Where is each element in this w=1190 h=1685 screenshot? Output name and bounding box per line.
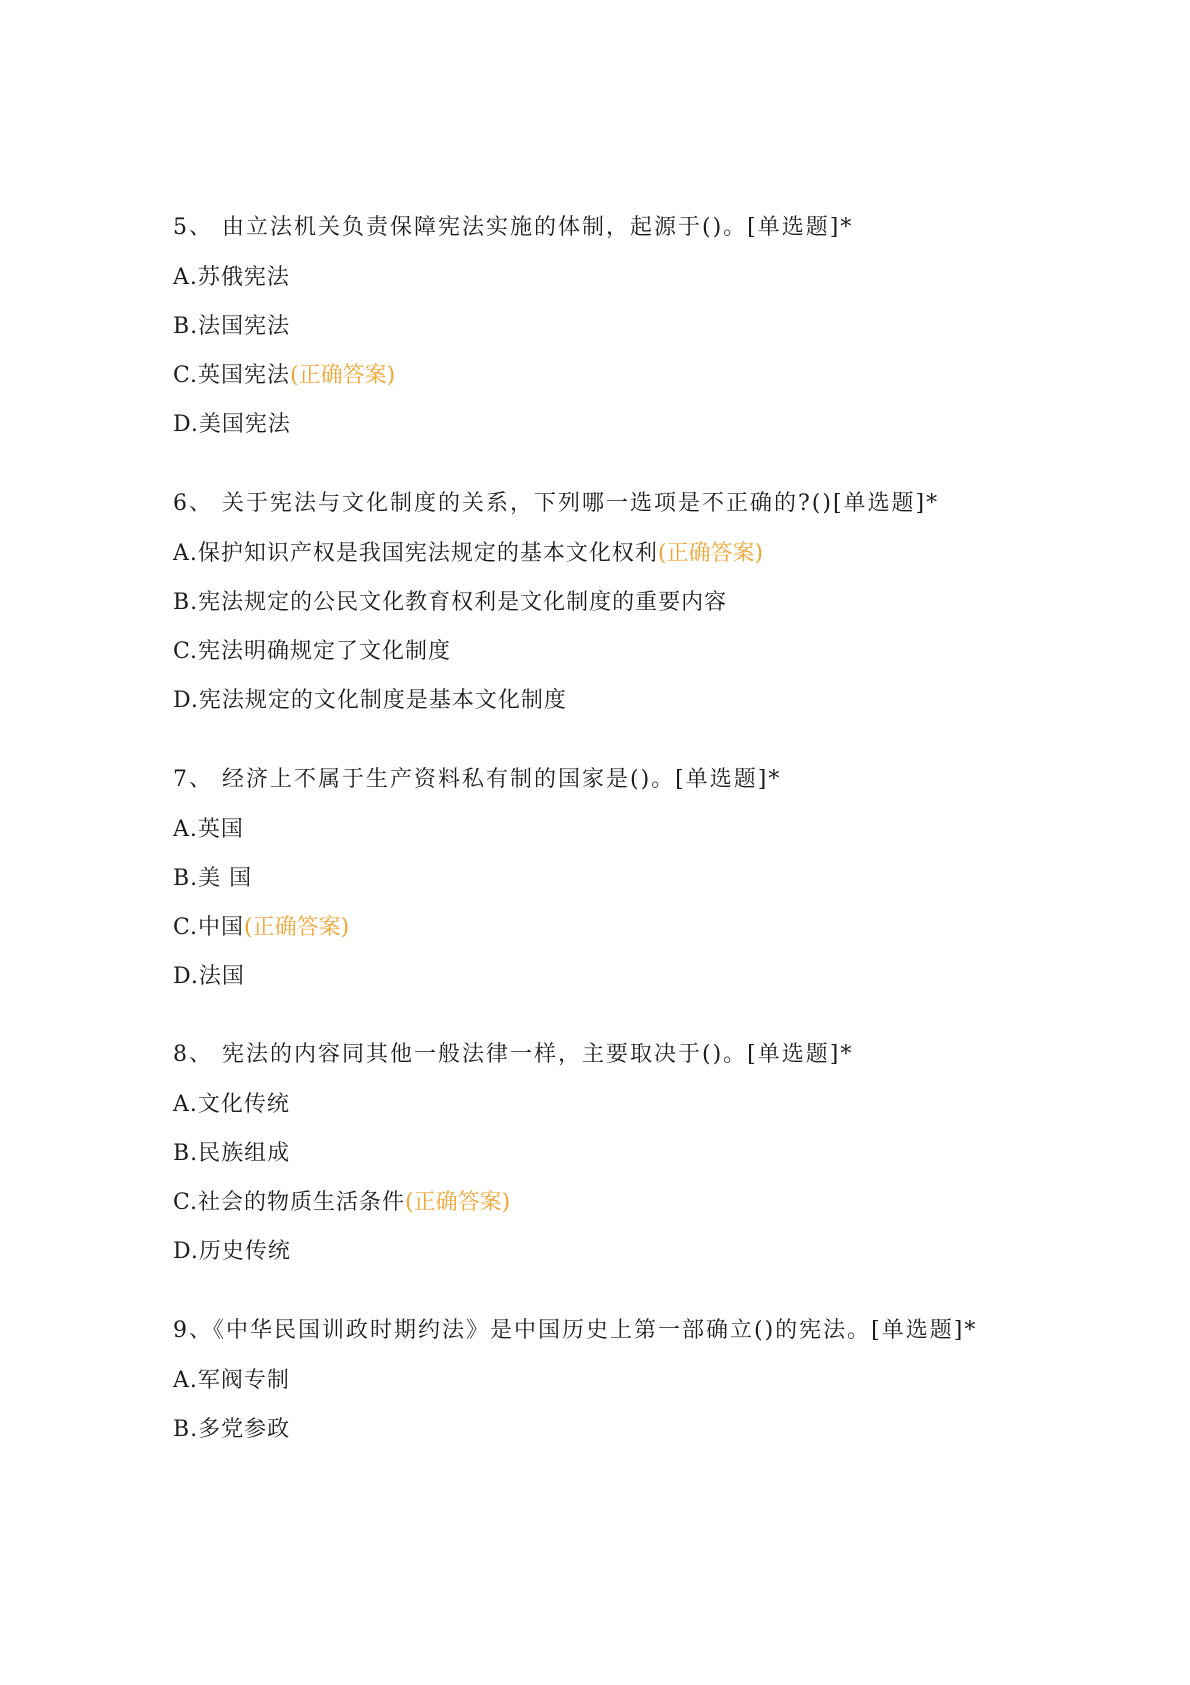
- option-d: [173, 410, 1133, 440]
- option-b: [173, 312, 1133, 342]
- option-text: B.美 国: [173, 866, 253, 891]
- option-b: [173, 1415, 1133, 1445]
- option-text: A.军阀专制: [173, 1368, 290, 1393]
- option-a: [173, 1366, 1133, 1396]
- option-text: A.保护知识产权是我国宪法规定的基本文化权利: [173, 541, 658, 566]
- option-text: C.社会的物质生活条件: [173, 1190, 406, 1215]
- option-text: B.法国宪法: [173, 314, 291, 339]
- option-c: [173, 637, 1133, 667]
- option-text: D.历史传统: [173, 1239, 291, 1264]
- question-5: [173, 213, 1133, 440]
- option-text: C.中国: [173, 915, 245, 940]
- option-b: [173, 588, 1133, 618]
- option-b: [173, 1139, 1133, 1169]
- option-c: [173, 1188, 1133, 1218]
- option-text: B.民族组成: [173, 1141, 291, 1166]
- option-text: D.法国: [173, 964, 245, 989]
- option-c: [173, 361, 1133, 391]
- correct-answer-tag: (正确答案): [405, 1190, 511, 1215]
- question-9: [173, 1316, 1133, 1445]
- option-text: B.宪法规定的公民文化教育权利是文化制度的重要内容: [173, 590, 728, 615]
- question-title: 8、 宪法的内容同其他一般法律一样，主要取决于()。[单选题]*: [173, 1042, 854, 1067]
- option-a: [173, 263, 1133, 293]
- option-text: D.宪法规定的文化制度是基本文化制度: [173, 688, 567, 713]
- option-b: [173, 864, 1133, 894]
- option-d: [173, 1237, 1133, 1267]
- question-title: 7、 经济上不属于生产资料私有制的国家是()。[单选题]*: [173, 767, 782, 792]
- option-c: [173, 913, 1133, 943]
- question-title: 6、 关于宪法与文化制度的关系，下列哪一选项是不正确的?()[单选题]*: [173, 491, 940, 516]
- option-text: C.英国宪法: [173, 363, 291, 388]
- question-title: 9、《中华民国训政时期约法》是中国历史上第一部确立()的宪法。[单选题]*: [173, 1318, 978, 1343]
- option-text: A.苏俄宪法: [173, 265, 290, 290]
- option-text: D.美国宪法: [173, 412, 291, 437]
- question-8: [173, 1040, 1133, 1267]
- correct-answer-tag: (正确答案): [244, 915, 350, 940]
- question-title: 5、 由立法机关负责保障宪法实施的体制，起源于()。[单选题]*: [173, 215, 854, 240]
- option-text: A.英国: [173, 817, 244, 842]
- correct-answer-tag: (正确答案): [657, 541, 764, 566]
- option-text: A.文化传统: [173, 1092, 290, 1117]
- question-6: [173, 489, 1133, 716]
- question-7: [173, 765, 1133, 992]
- option-text: B.多党参政: [173, 1417, 291, 1442]
- option-a: [173, 539, 1133, 569]
- correct-answer-tag: (正确答案): [290, 363, 396, 388]
- option-a: [173, 1090, 1133, 1120]
- option-a: [173, 815, 1133, 845]
- option-d: [173, 962, 1133, 992]
- option-d: [173, 686, 1133, 716]
- option-text: C.宪法明确规定了文化制度: [173, 639, 452, 664]
